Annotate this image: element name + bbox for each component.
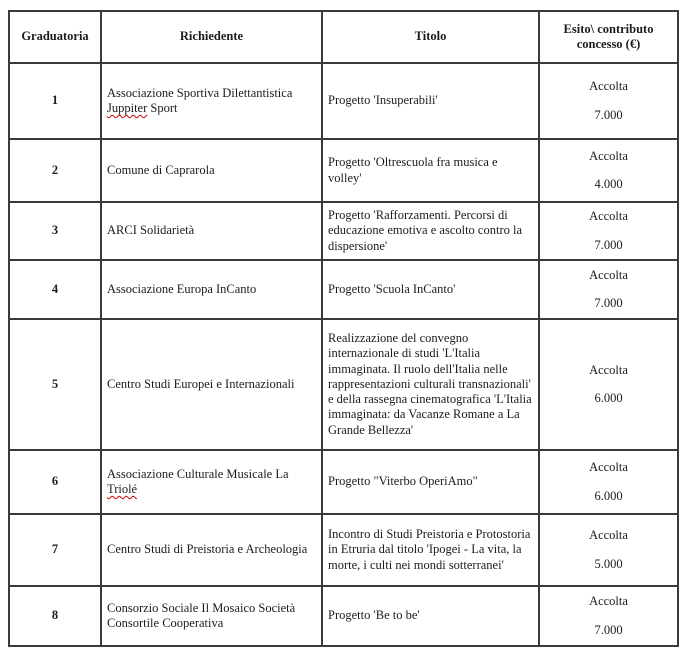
header-graduatoria: Graduatoria — [9, 11, 101, 63]
esito-cell — [539, 139, 678, 202]
rank-cell — [9, 139, 101, 202]
table-body — [9, 63, 678, 646]
esito-status: Accolta — [589, 460, 628, 475]
header-row — [9, 11, 678, 63]
richiedente-text: Associazione Culturale Musicale La — [107, 466, 289, 481]
rank-number: 2 — [51, 162, 59, 177]
titolo-text: Progetto 'Rafforzamenti. Percorsi di educazione emotiva e ascolto contro la dispersione' — [328, 208, 523, 253]
table-header — [9, 11, 678, 63]
table-row — [9, 63, 678, 139]
rank-cell — [9, 319, 101, 450]
titolo-text: Progetto "Viterbo OperiAmo" — [328, 474, 478, 489]
richiedente-text: Associazione Europa InCanto — [107, 281, 257, 296]
richiedente-cell — [101, 319, 322, 450]
rank-number: 7 — [51, 542, 59, 557]
richiedente-text: Consorzio Sociale Il Mosaico Società Consortile Cooperativa — [107, 600, 296, 630]
richiedente-cell — [101, 202, 322, 260]
contributo-amount: 7.000 — [594, 622, 623, 637]
misspelled-word: Triolé — [107, 482, 138, 496]
titolo-text: Progetto 'Oltrescuola fra musica e volley' — [328, 155, 498, 185]
esito-status: Accolta — [589, 209, 628, 224]
table-row — [9, 260, 678, 319]
esito-cell — [539, 63, 678, 139]
titolo-cell — [322, 63, 539, 139]
rank-number: 1 — [51, 93, 59, 108]
titolo-text: Progetto 'Scuola InCanto' — [328, 281, 456, 296]
esito-status: Accolta — [589, 528, 628, 543]
rank-number: 6 — [51, 474, 59, 489]
richiedente-text: ARCI Solidarietà — [107, 223, 195, 238]
rank-number: 4 — [51, 281, 59, 296]
esito-status: Accolta — [589, 362, 628, 377]
rank-cell — [9, 514, 101, 586]
titolo-cell — [322, 586, 539, 646]
titolo-cell — [322, 139, 539, 202]
richiedente-text: Comune di Caprarola — [107, 162, 215, 177]
esito-cell — [539, 514, 678, 586]
table-row — [9, 586, 678, 646]
rank-cell — [9, 260, 101, 319]
header-esito-contributo: Esito\ contributo concesso (€) — [539, 11, 678, 63]
richiedente-cell — [101, 260, 322, 319]
rank-number: 8 — [51, 608, 59, 623]
richiedente-cell — [101, 514, 322, 586]
esito-status: Accolta — [589, 267, 628, 282]
esito-cell — [539, 202, 678, 260]
esito-cell — [539, 450, 678, 514]
titolo-cell — [322, 319, 539, 450]
richiedente-text: Centro Studi di Preistoria e Archeologia — [107, 542, 308, 557]
rank-cell — [9, 63, 101, 139]
titolo-cell — [322, 450, 539, 514]
richiedente-cell — [101, 63, 322, 139]
table-row — [9, 450, 678, 514]
richiedente-cell — [101, 139, 322, 202]
rank-cell — [9, 586, 101, 646]
table-row — [9, 319, 678, 450]
esito-cell — [539, 260, 678, 319]
richiedente-text: Sport — [147, 101, 178, 115]
contributo-amount: 7.000 — [594, 296, 623, 310]
titolo-text: Progetto 'Be to be' — [328, 608, 420, 623]
contributo-amount: 6.000 — [594, 391, 623, 405]
contributo-amount: 6.000 — [594, 488, 623, 503]
rank-number: 3 — [51, 223, 59, 238]
titolo-cell — [322, 202, 539, 260]
rank-number: 5 — [51, 376, 59, 391]
esito-status: Accolta — [589, 594, 628, 609]
header-titolo: Titolo — [322, 11, 539, 63]
richiedente-text: Centro Studi Europei e Internazionali — [107, 376, 295, 391]
titolo-text: Incontro di Studi Preistoria e Protostoria in Etruria dal titolo 'Ipogei - La vita, la morte, i culti nei mondi sotterranei' — [328, 527, 531, 572]
titolo-text: Progetto 'Insuperabili' — [328, 93, 438, 108]
contributo-amount: 7.000 — [594, 107, 623, 122]
results-table — [8, 10, 679, 647]
titolo-cell — [322, 514, 539, 586]
titolo-cell — [322, 260, 539, 319]
richiedente-cell — [101, 586, 322, 646]
contributo-amount: 5.000 — [594, 556, 623, 571]
esito-cell — [539, 319, 678, 450]
richiedente-cell — [101, 450, 322, 514]
esito-status: Accolta — [589, 148, 628, 163]
richiedente-text: Associazione Sportiva Dilettantistica — [107, 85, 293, 100]
table-row — [9, 514, 678, 586]
rank-cell — [9, 202, 101, 260]
header-richiedente: Richiedente — [101, 11, 322, 63]
table-row — [9, 202, 678, 260]
table-row — [9, 139, 678, 202]
rank-cell — [9, 450, 101, 514]
esito-cell — [539, 586, 678, 646]
contributo-amount: 7.000 — [594, 237, 623, 252]
misspelled-word: Juppiter — [107, 101, 148, 115]
esito-status: Accolta — [589, 79, 628, 94]
titolo-text: Realizzazione del convegno internazionale di studi 'L'Italia immaginata. Il ruolo dell'Italia nelle rappresentazioni culturali transnazionali' e della rassegna cinematografica 'L'Italia immaginata: da Vacanze Romane a La Grande Bellezza' — [328, 331, 532, 437]
contributo-amount: 4.000 — [594, 177, 623, 191]
